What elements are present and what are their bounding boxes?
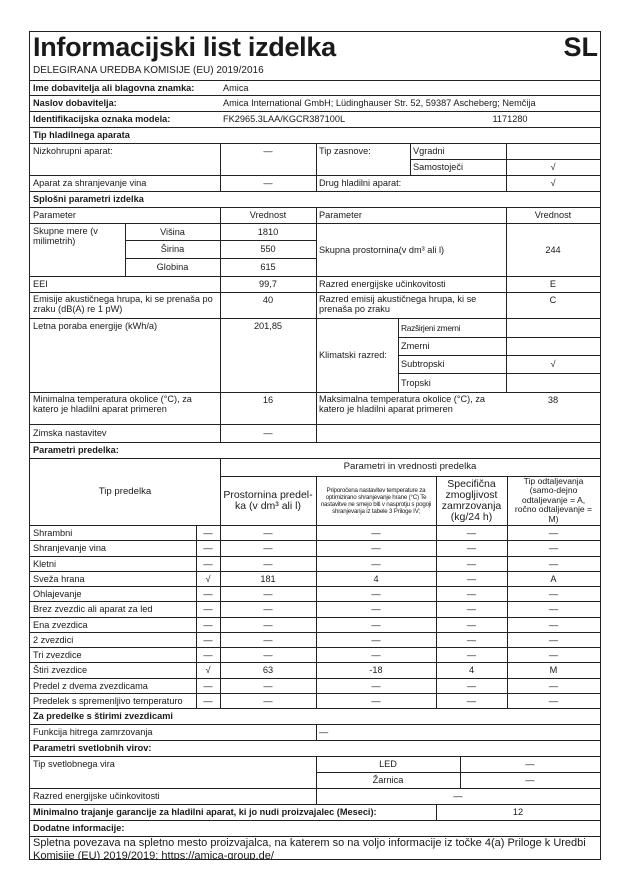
warranty-value: 12 <box>512 807 524 817</box>
compartment-present: √ <box>205 573 211 584</box>
energy-class-value: E <box>549 279 557 289</box>
climate-class-label: Klimatski razred: <box>319 350 387 360</box>
compartment-defrost-type: A <box>550 573 557 584</box>
compartment-freezing-capacity: — <box>466 634 477 645</box>
compartment-temperature: — <box>371 695 381 706</box>
col-parameter-left: Parameter <box>33 210 76 220</box>
compartment-volume: — <box>263 603 273 614</box>
compartment-defrost-type: — <box>548 680 559 691</box>
compartment-temperature: 4 <box>373 573 379 584</box>
warranty-label: Minimalno trajanje garancije za hladilni aparat, ki jo nudi proizvajalec (Meseci): <box>33 807 377 817</box>
min-temp-value: 16 <box>262 395 274 405</box>
col-compartment-volume: Prostornina predel-ka (v dm³ ali l) <box>223 488 313 512</box>
compartment-type: Shrambni <box>33 527 73 538</box>
col-recommended-temperature: Priporočena nastavitev temperature za optimizirano shranjevanje hrane (°C) Te nastavitve ne smejo biti v nasprotju s pogoji shranjevanja iz tabele 3 Priloge IV; <box>320 486 432 515</box>
compartment-freezing-capacity: — <box>466 619 477 630</box>
col-freezing-capacity: Specifična zmogljivost zamrzovanja (kg/24 h) <box>441 477 502 523</box>
compartment-defrost-type: — <box>548 603 559 614</box>
light-energy-class-value: — <box>453 791 463 801</box>
compartment-freezing-capacity: — <box>466 603 477 614</box>
supplier-address-value: Amica International GmbH; Lüdinghauser Str. 52, 59387 Ascheberg; Nemčija <box>223 98 536 108</box>
compartment-freezing-capacity: — <box>466 527 477 538</box>
model-value: FK2965.3LAA/KGCR387100L <box>223 114 346 124</box>
section-light-source: Parametri svetlobnih virov: <box>33 743 152 753</box>
compartment-defrost-type: — <box>548 634 559 645</box>
freestanding-label: Samostoječi <box>413 162 464 172</box>
compartment-temperature: -18 <box>369 664 383 675</box>
noise-label: Emisije akustičnega hrupa, ki se prenaša po zraku (dB(A) re 1 pW) <box>33 294 213 314</box>
compartment-volume: 63 <box>262 664 274 675</box>
compartment-defrost-type: — <box>548 527 559 538</box>
compartment-defrost-type: — <box>548 619 559 630</box>
wine-value: — <box>263 178 273 188</box>
section-additional-info: Dodatne informacije: <box>33 823 125 833</box>
compartment-temperature: — <box>371 680 381 691</box>
max-temp-value: 38 <box>547 395 559 405</box>
bulb-value: — <box>525 775 535 785</box>
compartment-volume: — <box>263 527 273 538</box>
compartment-defrost-type: — <box>548 649 559 660</box>
section-general-parameters: Splošni parametri izdelka <box>33 194 144 204</box>
supplier-name-label: Ime dobavitelja ali blagovna znamka: <box>33 82 195 93</box>
compartment-type: Brez zvezdic ali aparat za led <box>33 603 153 614</box>
compartment-defrost-type: — <box>548 558 559 569</box>
fast-freeze-label: Funkcija hitrega zamrzovanja <box>33 727 153 737</box>
model-label: Identifikacijska oznaka modela: <box>33 114 171 124</box>
min-temp-label: Minimalna temperatura okolice (°C), za katero je hladilni aparat primeren <box>33 394 192 414</box>
eei-label: EEI <box>33 279 48 289</box>
climate-class-extended-temperate-value <box>506 318 600 337</box>
winter-setting-label: Zimska nastavitev <box>33 428 107 438</box>
height-label: Višina <box>160 226 185 237</box>
compartment-defrost-type: — <box>548 588 559 599</box>
section-four-star: Za predelke s štirimi zvezdicami <box>33 711 173 721</box>
dimensions-label: Skupne mere (v milimetrih) <box>33 226 98 246</box>
low-noise-value: — <box>263 146 273 156</box>
col-defrost-type: Tip odtaljevanja (samo-dejno odtaljevanje = A, ročno odtaljevanje = M) <box>514 476 593 524</box>
compartment-type: Shranjevanje vina <box>33 542 107 553</box>
compartment-temperature: — <box>371 527 381 538</box>
climate-class-subtropical: Subtropski <box>401 359 445 369</box>
compartment-present: — <box>203 619 213 630</box>
compartment-type: Predel z dvema zvezdicama <box>33 680 148 691</box>
supplier-name-value: Amica <box>223 82 249 93</box>
compartment-temperature: — <box>371 542 381 553</box>
col-value-right: Vrednost <box>534 210 572 220</box>
max-temp-label: Maksimalna temperatura okolice (°C), za katero je hladilni aparat primeren <box>319 394 486 414</box>
compartment-type: 2 zvezdici <box>33 634 74 645</box>
compartment-type: Sveža hrana <box>33 573 85 584</box>
language-code: SL <box>563 32 598 62</box>
built-in-label: Vgradni <box>413 146 445 156</box>
climate-class-temperate-value <box>506 337 600 355</box>
col-parameter-right: Parameter <box>319 210 362 220</box>
compartment-present: √ <box>205 664 211 675</box>
climate-class-temperate: Zmerni <box>401 341 430 351</box>
compartment-defrost-type: M <box>549 664 558 675</box>
compartment-volume: — <box>263 680 273 691</box>
section-compartment-parameters: Parametri predelka: <box>33 445 119 455</box>
compartment-volume: — <box>263 649 273 660</box>
compartment-present: — <box>203 603 213 614</box>
compartment-volume: — <box>263 542 273 553</box>
regulation-subtitle: DELEGIRANA UREDBA KOMISIJE (EU) 2019/2016 <box>33 65 264 76</box>
compartment-temperature: — <box>371 603 381 614</box>
led-value: — <box>525 759 535 769</box>
compartment-present: — <box>203 649 213 660</box>
compartment-type: Ohlajevanje <box>33 588 82 599</box>
compartment-defrost-type: — <box>548 695 559 706</box>
compartment-volume: — <box>263 619 273 630</box>
compartment-defrost-type: — <box>548 542 559 553</box>
compartment-present: — <box>203 680 213 691</box>
compartment-present: — <box>203 588 213 599</box>
bulb-label: Žarnica <box>372 775 404 785</box>
design-type-label: Tip zasnove: <box>319 146 371 156</box>
compartment-freezing-capacity: — <box>466 573 477 584</box>
fast-freeze-value: — <box>319 727 329 737</box>
compartment-volume: — <box>263 588 273 599</box>
freestanding-value: √ <box>550 162 556 172</box>
built-in-value <box>506 143 600 159</box>
noise-value: 40 <box>262 295 274 305</box>
compartment-present: — <box>203 634 213 645</box>
depth-label: Globina <box>156 262 189 272</box>
compartment-present: — <box>203 527 213 538</box>
col-compartment-type: Tip predelka <box>98 485 152 497</box>
total-volume-value: 244 <box>545 244 561 255</box>
compartment-volume: 181 <box>260 573 276 584</box>
compartment-present: — <box>203 695 213 706</box>
total-volume-label: Skupna prostornina(v dm³ ali l) <box>319 244 445 255</box>
led-label: LED <box>379 759 397 769</box>
compartment-temperature: — <box>371 588 381 599</box>
depth-value: 615 <box>260 262 276 272</box>
light-energy-class-label: Razred energijske učinkovitosti <box>33 791 160 801</box>
compartment-type: Tri zvezdice <box>33 649 82 660</box>
compartment-temperature: — <box>371 634 381 645</box>
compartment-present: — <box>203 542 213 553</box>
eei-value: 99,7 <box>259 279 277 289</box>
model-code: 1171280 <box>492 114 528 124</box>
climate-class-subtropical-value: √ <box>550 359 556 369</box>
width-value: 550 <box>260 244 276 254</box>
noise-class-value: C <box>549 295 557 305</box>
compartment-present: — <box>203 558 213 569</box>
climate-class-tropical: Tropski <box>401 377 431 388</box>
compartment-volume: — <box>263 558 273 569</box>
winter-setting-value: — <box>263 428 273 438</box>
annual-energy-label: Letna poraba energije (kWh/a) <box>33 321 158 331</box>
wine-label: Aparat za shranjevanje vina <box>33 178 147 188</box>
compartment-temperature: — <box>371 558 381 569</box>
height-value: 1810 <box>257 226 279 237</box>
section-appliance-type: Tip hladilnega aparata <box>33 130 130 140</box>
low-noise-label: Nizkohrupni aparat: <box>33 146 113 156</box>
col-value-left: Vrednost <box>249 210 287 220</box>
compartment-group-header: Parametri in vrednosti predelka <box>343 461 477 472</box>
width-label: Širina <box>160 244 185 254</box>
climate-class-tropical-value <box>506 373 600 392</box>
compartment-freezing-capacity: — <box>466 680 477 691</box>
annual-energy-value: 201,85 <box>253 321 283 331</box>
compartment-type: Štiri zvezdice <box>33 664 88 675</box>
compartment-temperature: — <box>371 649 381 660</box>
energy-class-label: Razred energijske učinkovitosti <box>319 279 446 289</box>
other-appliance-value: √ <box>550 178 556 188</box>
compartment-temperature: — <box>371 619 381 630</box>
compartment-volume: — <box>263 634 273 645</box>
compartment-type: Ena zvezdica <box>33 619 88 630</box>
climate-class-extended-temperate: Razširjeni zmerni <box>401 322 461 333</box>
compartment-type: Predelek s spremenljivo temperaturo <box>33 695 183 706</box>
supplier-address-label: Naslov dobavitelja: <box>33 98 117 108</box>
other-appliance-label: Drug hladilni aparat: <box>319 178 402 188</box>
compartment-freezing-capacity: — <box>466 695 477 706</box>
light-type-label: Tip svetlobnega vira <box>33 759 115 769</box>
manufacturer-website-info[interactable]: Spletna povezava na spletno mesto proizvajalca, na katerem so na voljo informacije iz točke 4(a) Priloge k Uredbi Komisije (EU) 2019/2019: https://amica-group.de/ <box>33 837 586 860</box>
compartment-volume: — <box>263 695 273 706</box>
page-title: Informacijski list izdelka <box>33 32 336 62</box>
compartment-freezing-capacity: — <box>466 588 477 599</box>
noise-class-label: Razred emisij akustičnega hrupa, ki se prenaša po zraku <box>319 294 477 314</box>
compartment-type: Kletni <box>33 558 56 569</box>
compartment-freezing-capacity: — <box>466 558 477 569</box>
compartment-freezing-capacity: 4 <box>468 664 475 675</box>
compartment-freezing-capacity: — <box>466 649 477 660</box>
compartment-freezing-capacity: — <box>466 542 477 553</box>
